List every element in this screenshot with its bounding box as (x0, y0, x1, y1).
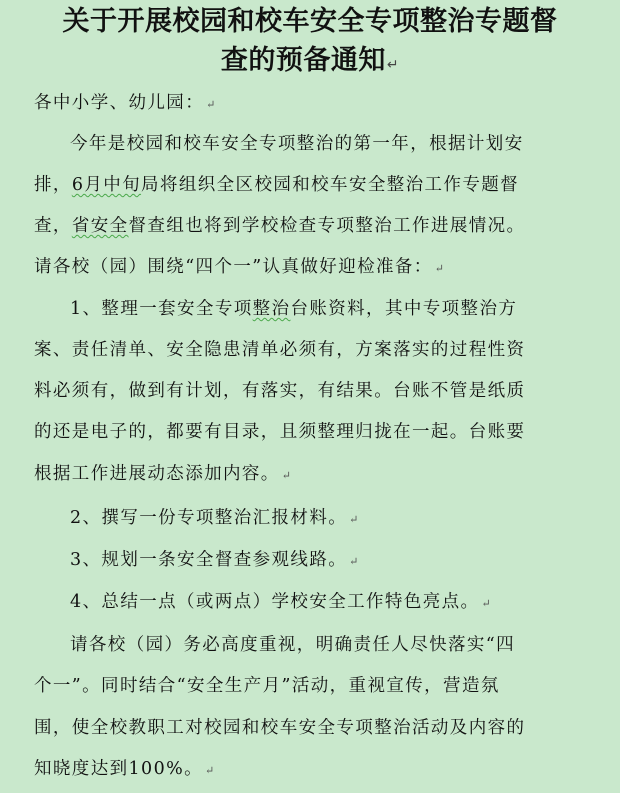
spellcheck-mark: 省安全 (71, 216, 129, 236)
salutation: 各中小学、幼儿园： ↵ (34, 93, 217, 113)
para1-line-3: 查，省安全督查组也将到学校检查专项整治工作进展情况。 (34, 216, 526, 236)
paragraph-mark-icon: ↵ (349, 555, 360, 568)
para1-line-1: 今年是校园和校车安全专项整治的第一年，根据计划安 (70, 134, 524, 154)
final-para-line-4: 知晓度达到100%。 ↵ (34, 759, 216, 779)
spellcheck-mark: 整治 (252, 299, 291, 319)
spellcheck-mark: 6月中旬 (71, 175, 142, 195)
item-2: 2、撰写一份专项整治汇报材料。 ↵ (70, 508, 360, 528)
item1-line-1: 1、整理一套安全专项整治台账资料，其中专项整治方 (70, 299, 518, 319)
para1-line-2: 排，6月中旬局将组织全区校园和校车安全整治工作专题督 (34, 175, 520, 195)
final-para-line-3: 围，使全校教职工对校园和校车安全专项整治活动及内容的 (34, 718, 526, 738)
title-line-2: 查的预备通知↵ (220, 45, 400, 76)
paragraph-mark-icon: ↵ (481, 597, 493, 610)
paragraph-mark-icon: ↵ (281, 469, 293, 482)
final-para-line-2: 个一”。同时结合“安全生产月”活动，重视宣传，营造氛 (34, 676, 500, 696)
paragraph-mark-icon: ↵ (386, 57, 400, 73)
paragraph-mark-icon: ↵ (205, 764, 216, 777)
paragraph-mark-icon: ↵ (349, 513, 360, 526)
final-para-line-1: 请各校（园）务必高度重视，明确责任人尽快落实“四 (70, 635, 516, 655)
item-4: 4、总结一点（或两点）学校安全工作特色亮点。 ↵ (70, 592, 493, 612)
title-line-1: 关于开展校园和校车安全专项整治专题督 (62, 6, 558, 37)
item1-line-2: 案、责任清单、安全隐患清单必须有，方案落实的过程性资 (34, 340, 526, 360)
paragraph-mark-icon: ↵ (206, 98, 217, 111)
paragraph-mark-icon: ↵ (434, 262, 446, 275)
item-3: 3、规划一条安全督查参观线路。 ↵ (70, 550, 360, 570)
para1-line-4: 请各校（园）围绕“四个一”认真做好迎检准备： ↵ (34, 257, 446, 277)
item1-line-3: 料必须有，做到有计划，有落实，有结果。台账不管是纸质 (34, 381, 526, 401)
item1-line-4: 的还是电子的，都要有目录，且须整理归拢在一起。台账要 (34, 422, 526, 442)
item1-line-5: 根据工作进展动态添加内容。 ↵ (34, 464, 293, 484)
